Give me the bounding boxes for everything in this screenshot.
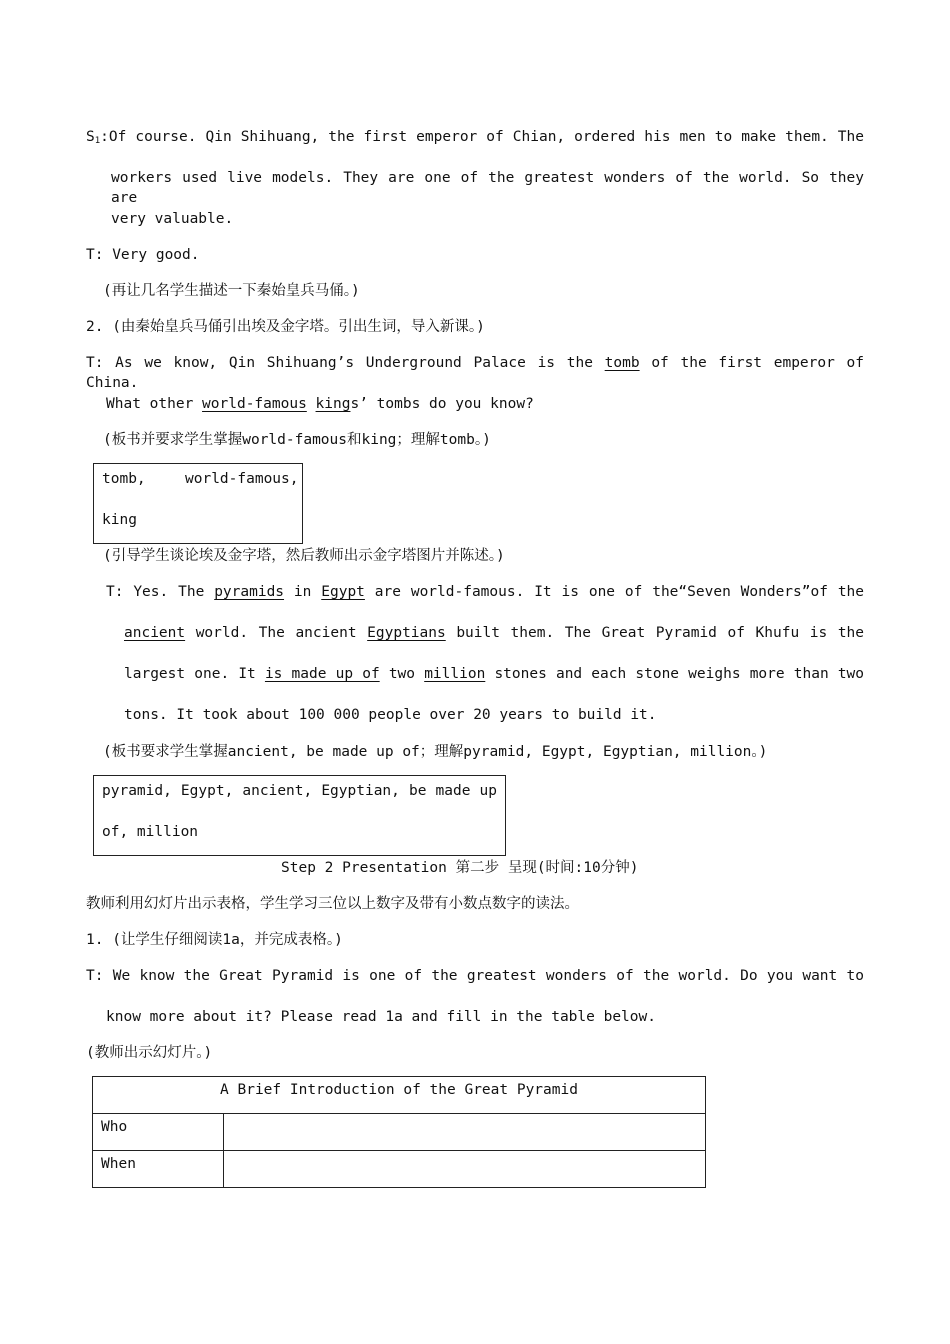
item-1: 1. (让学生仔细阅读1a，并完成表格。): [86, 932, 343, 948]
teacher-pyramid-line-4: tons. It took about 100 000 people over 20 years to build it.: [124, 707, 657, 723]
table-title: A Brief Introduction of the Great Pyramid: [93, 1077, 706, 1114]
step2-heading: Step 2 Presentation 第二步 呈现(时间:10分钟): [281, 860, 639, 876]
teacher-tomb-line-2: What other world-famous kings’ tombs do you know?: [106, 396, 534, 412]
underlined-tomb: tomb: [604, 355, 640, 371]
vocab-box-1: [93, 463, 303, 544]
underlined-egyptians: Egyptians: [367, 625, 446, 641]
table-row-value-who[interactable]: [224, 1114, 706, 1151]
item-2: 2. (由秦始皇兵马俑引出埃及金字塔。引出生词，导入新课。): [86, 319, 485, 335]
s1-line-1: $S_1:Of$ course. Qin Shihuang, the first emperor of Chian, ordered his men to make them. The: [86, 129, 864, 146]
vocab-box-2-line-1: pyramid, Egypt, ancient, Egyptian, be made up: [102, 783, 497, 799]
table-header-row: [93, 1077, 706, 1114]
teacher-great-line-1: T: We know the Great Pyramid is one of the greatest wonders of the world. Do you want to: [86, 968, 864, 984]
teacher-pyramid-line-1: T: Yes. The pyramids in Egypt are world-famous. It is one of the“Seven Wonders”of the: [106, 584, 865, 600]
teacher-pyramid-line-2: ancient world. The ancient Egyptians built them. The Great Pyramid of Khufu is the: [124, 625, 865, 641]
table-row-label-who: Who: [93, 1114, 224, 1151]
teacher-pyramid-line-3: largest one. It is made up of two million stones and each stone weighs more than two: [124, 666, 865, 682]
note-slide: (教师出示幻灯片。): [86, 1045, 213, 1061]
underlined-million: million: [424, 666, 486, 682]
teacher-tomb-line-1: T: As we know, Qin Shihuang’s Underground Palace is the tomb of the first emperor of China.: [86, 355, 865, 391]
table-row: [93, 1151, 706, 1188]
s1-line-3: very valuable.: [111, 211, 234, 227]
teacher-great-line-2: know more about it? Please read 1a and fill in the table below.: [106, 1009, 656, 1025]
s1-line-2: workers used live models. They are one of the greatest wonders of the world. So they are: [111, 170, 864, 206]
note-guide: (引导学生谈论埃及金字塔，然后教师出示金字塔图片并陈述。): [103, 548, 505, 564]
underlined-ancient: ancient: [124, 625, 186, 641]
table-row-label-when: When: [93, 1151, 224, 1188]
note-describe: (再让几名学生描述一下秦始皇兵马俑。): [103, 283, 360, 299]
vocab-box-2: [93, 775, 506, 856]
underlined-king: king: [315, 396, 351, 412]
vocab-box-2-line-2: of, million: [102, 824, 199, 840]
underlined-world-famous: world-famous: [202, 396, 307, 412]
note-board-1: (板书并要求学生掌握world-famous和king；理解tomb。): [103, 432, 491, 448]
vocab-box-1-word-world-famous: world-famous,: [185, 471, 299, 487]
underlined-is-made-up-of: is made up of: [264, 666, 380, 682]
underlined-pyramids: pyramids: [214, 584, 285, 600]
vocab-box-1-word-king: king: [102, 512, 137, 528]
vocab-box-1-word-tomb: tomb,: [102, 471, 146, 487]
intro-table: [92, 1076, 706, 1188]
underlined-egypt: Egypt: [321, 584, 365, 600]
table-row: [93, 1114, 706, 1151]
note-board-2: (板书要求学生掌握ancient, be made up of；理解pyramid, Egypt, Egyptian, million。): [103, 744, 768, 760]
table-row-value-when[interactable]: [224, 1151, 706, 1188]
intro-line: 教师利用幻灯片出示表格，学生学习三位以上数字及带有小数点数字的读法。: [86, 896, 579, 912]
teacher-very-good: T: Very good.: [86, 247, 200, 263]
